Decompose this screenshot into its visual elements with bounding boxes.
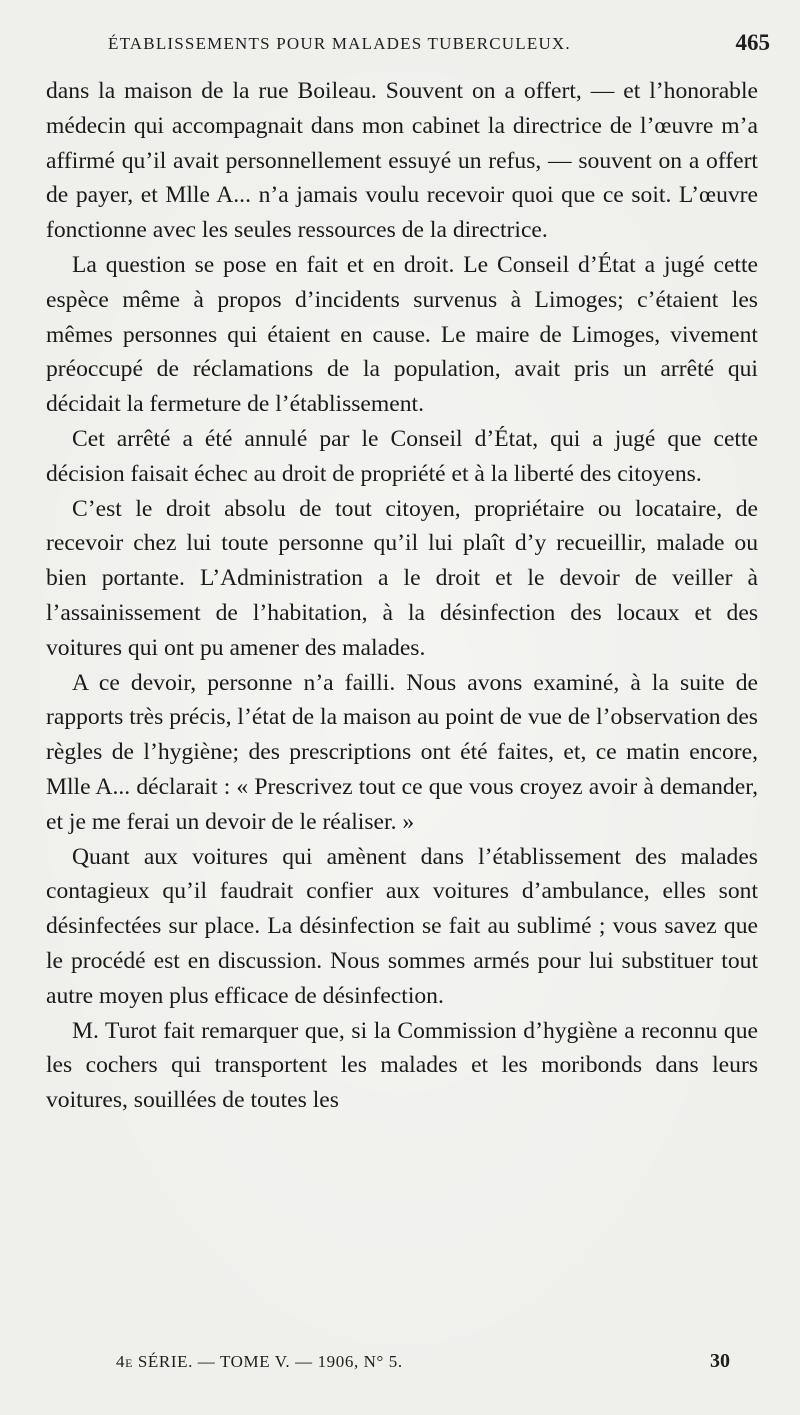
paragraph: dans la maison de la rue Boileau. Souvent on a offert, — et l’honorable médecin qui accompagnait dans mon cabinet la directrice de l’œuvre m’a affirmé qu’il avait personnellement essuyé un refus, — souvent on a offert de payer, et Mlle A... n’a jamais voulu recevoir quoi que ce soit. L’œuvre fonctionne avec les seules ressources de la directrice.: [46, 78, 758, 244]
paragraph: M. Turot fait remarquer que, si la Commission d’hygiène a reconnu que les cochers qui transportent les malades et les moribonds dans leurs voitures, souillées de toutes les: [46, 1017, 758, 1114]
paragraph: La question se pose en fait et en droit. Le Conseil d’État a jugé cette espèce même à propos d’incidents survenus à Limoges; c’étaient les mêmes personnes qui étaient en cause. Le maire de Limoges, vivement préoccupé de réclamations de la population, avait pris un arrêté qui décidait la fermeture de l’établissement.: [46, 251, 758, 418]
page-header: [108, 30, 770, 62]
paragraph: Cet arrêté a été annulé par le Conseil d’État, qui a jugé que cette décision faisait échec au droit de propriété et à la liberté des citoyens.: [46, 425, 758, 487]
paragraph: C’est le droit absolu de tout citoyen, propriétaire ou locataire, de recevoir chez lui toute personne qu’il lui plaît d’y recueillir, malade ou bien portante. L’Administration a le droit et le devoir de veiller à l’assainissement de l’habitation, à la désinfection des locaux et des voitures qui ont pu amener des malades.: [46, 495, 758, 661]
body-text: [46, 74, 758, 1118]
paragraph: A ce devoir, personne n’a failli. Nous avons examiné, à la suite de rapports très précis, l’état de la maison au point de vue de l’observation des règles de l’hygiène; des prescriptions ont été faites, et, ce matin encore, Mlle A... déclarait : « Prescrivez tout ce que vous croyez avoir à demander, et je me ferai un devoir de le réaliser. »: [46, 669, 758, 835]
paragraph: Quant aux voitures qui amènent dans l’établissement des malades contagieux qu’il faudrait confier aux voitures d’ambulance, elles sont désinfectées sur place. La désinfection se fait au sublimé ; vous savez que le procédé est en discussion. Nous sommes armés pour lui substituer tout autre moyen plus efficace de désinfection.: [46, 843, 758, 1009]
running-title: ÉTABLISSEMENTS POUR MALADES TUBERCULEUX.: [108, 34, 571, 53]
volume-signature: 4e SÉRIE. — TOME V. — 1906, N° 5.: [116, 1352, 403, 1371]
page-footer: [116, 1350, 730, 1380]
page-number: 465: [735, 30, 770, 55]
sheet-number: 30: [710, 1350, 730, 1372]
